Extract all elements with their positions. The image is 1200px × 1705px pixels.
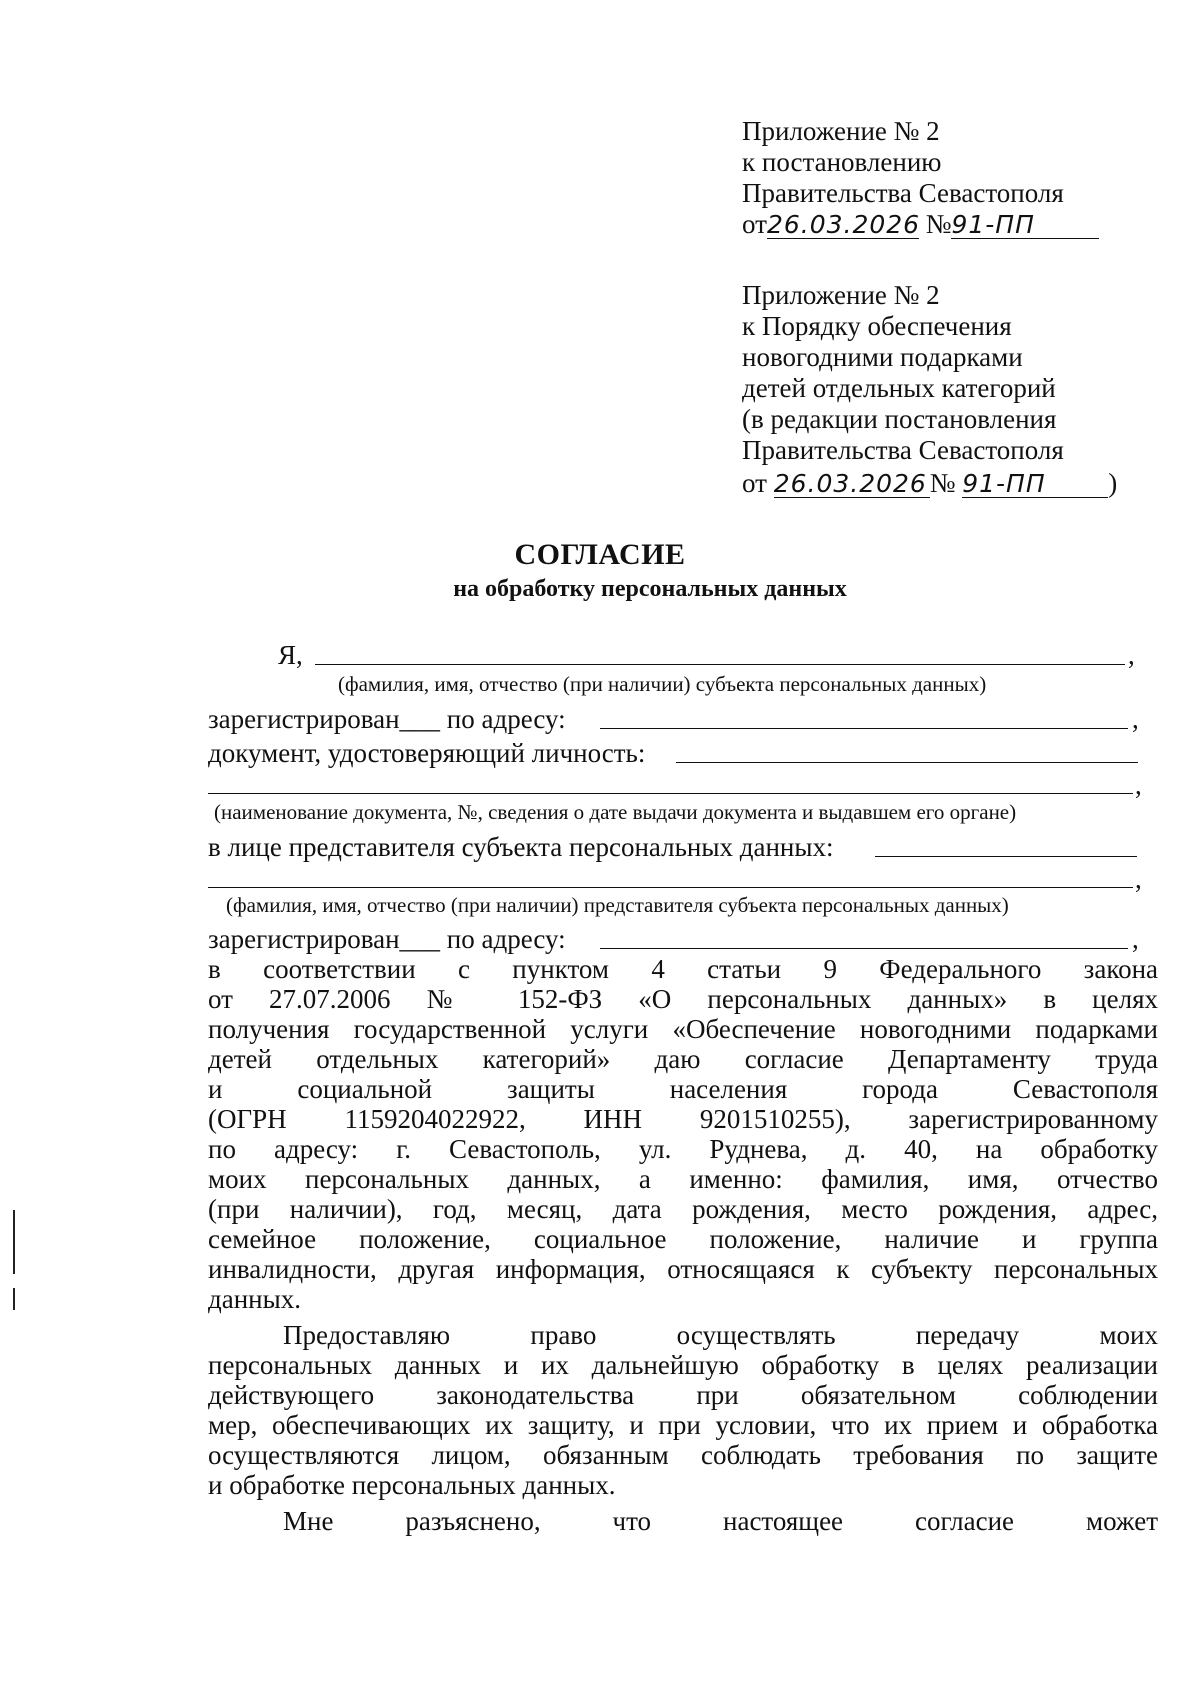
representative-field-2[interactable] xyxy=(208,887,1133,888)
p2-line-6: и обработке персональных данных. xyxy=(208,1470,616,1500)
appendix-2-line-5: (в редакции постановления xyxy=(742,404,1057,434)
comma: , xyxy=(1132,704,1139,734)
appendix-1-number: 91-ПП xyxy=(951,212,1099,239)
appendix-1-block xyxy=(742,116,1099,240)
appendix-2-line-3: новогодними подарками xyxy=(742,342,1023,372)
document-title: СОГЛАСИЕ xyxy=(514,538,686,571)
scan-margin-mark xyxy=(13,1288,15,1310)
appendix-2-block xyxy=(742,280,1117,499)
p1-line-2: от 27.07.2006 № 152-ФЗ «О персональных данных» в целях xyxy=(208,984,1158,1014)
appendix-2-date: 26.03.2026 xyxy=(774,471,930,498)
appendix-2-number-label: № xyxy=(929,468,956,498)
comma: , xyxy=(1128,640,1135,670)
appendix-1-line-3: Правительства Севастополя xyxy=(742,178,1064,208)
p1-line-11: инвалидности, другая информация, относящаяся к субъекту персональных xyxy=(208,1254,1158,1284)
appendix-2-closing: ) xyxy=(1108,468,1118,498)
appendix-1-from-label: от xyxy=(742,209,767,239)
p2-line-3: действующего законодательства при обязательном соблюдении xyxy=(208,1380,1158,1410)
p1-line-8: моих персональных данных, а именно: фамилия, имя, отчество xyxy=(208,1164,1158,1194)
registered-label-2: зарегистрирован___ по адресу: xyxy=(208,924,566,954)
appendix-2-line-2: к Порядку обеспечения xyxy=(742,311,1012,341)
registered-label: зарегистрирован___ по адресу: xyxy=(208,704,566,734)
appendix-2-from-label: от xyxy=(742,468,767,498)
appendix-2-line-6: Правительства Севастополя xyxy=(742,435,1064,465)
representative-label: в лице представителя субъекта персональных данных: xyxy=(208,832,834,862)
subject-name-field[interactable] xyxy=(315,664,1125,665)
appendix-2-date-row xyxy=(742,468,1117,499)
appendix-1-line-1: Приложение № 2 xyxy=(742,116,940,146)
p1-line-9: (при наличии), год, месяц, дата рождения, место рождения, адрес, xyxy=(208,1194,1158,1224)
appendix-1-number-label: № xyxy=(925,209,952,239)
appendix-1-date-row xyxy=(742,209,1099,240)
appendix-2-line-4: детей отдельных категорий xyxy=(742,373,1056,403)
appendix-1-date: 26.03.2026 xyxy=(766,210,921,239)
id-document-field[interactable] xyxy=(676,762,1138,763)
caption-subject: (фамилия, имя, отчество (при наличии) субъекта персональных данных) xyxy=(338,672,987,696)
subject-address-field[interactable] xyxy=(600,728,1128,729)
p2-line-2: персональных данных и их дальнейшую обработку в целях реализации xyxy=(208,1350,1158,1380)
p1-line-10: семейное положение, социальное положение, наличие и группа xyxy=(208,1224,1158,1254)
scan-margin-mark xyxy=(13,1210,15,1274)
appendix-2-line-1: Приложение № 2 xyxy=(742,280,940,310)
p2-line-5: осуществляются лицом, обязанным соблюдать требования по защите xyxy=(208,1440,1158,1470)
appendix-2-number: 91-ПП xyxy=(962,471,1108,498)
id-document-field-2[interactable] xyxy=(208,793,1133,794)
p1-line-5: и социальной защиты населения города Севастополя xyxy=(208,1074,1158,1104)
comma: , xyxy=(1132,924,1139,954)
p1-line-7: по адресу: г. Севастополь, ул. Руднева, д. 40, на обработку xyxy=(208,1134,1158,1164)
id-document-label: документ, удостоверяющий личность: xyxy=(208,738,646,768)
caption-representative: (фамилия, имя, отчество (при наличии) представителя субъекта персональных данных) xyxy=(226,893,1009,917)
p3-line-1: Мне разъяснено, что настоящее согласие может xyxy=(283,1506,1158,1536)
representative-field[interactable] xyxy=(875,856,1137,857)
caption-document: (наименование документа, №, сведения о дате выдачи документа и выдавшем его органе) xyxy=(214,800,1017,824)
p1-line-4: детей отдельных категорий» даю согласие Департаменту труда xyxy=(208,1044,1158,1074)
p2-line-4: мер, обеспечивающих их защиту, и при условии, что их прием и обработка xyxy=(208,1410,1158,1440)
form-i-label: Я, xyxy=(278,640,303,670)
appendix-1-line-2: к постановлению xyxy=(742,147,942,177)
p1-line-12: данных. xyxy=(208,1284,302,1314)
representative-address-field[interactable] xyxy=(600,948,1128,949)
p2-line-1: Предоставляю право осуществлять передачу моих xyxy=(283,1320,1158,1350)
document-subtitle: на обработку персональных данных xyxy=(453,576,847,602)
p1-line-1: в соответствии с пунктом 4 статьи 9 Федерального закона xyxy=(208,954,1158,984)
comma: , xyxy=(1135,864,1142,894)
comma: , xyxy=(1135,770,1142,800)
p1-line-6: (ОГРН 1159204022922, ИНН 9201510255), зарегистрированному xyxy=(208,1104,1158,1134)
p1-line-3: получения государственной услуги «Обеспечение новогодними подарками xyxy=(208,1014,1158,1044)
